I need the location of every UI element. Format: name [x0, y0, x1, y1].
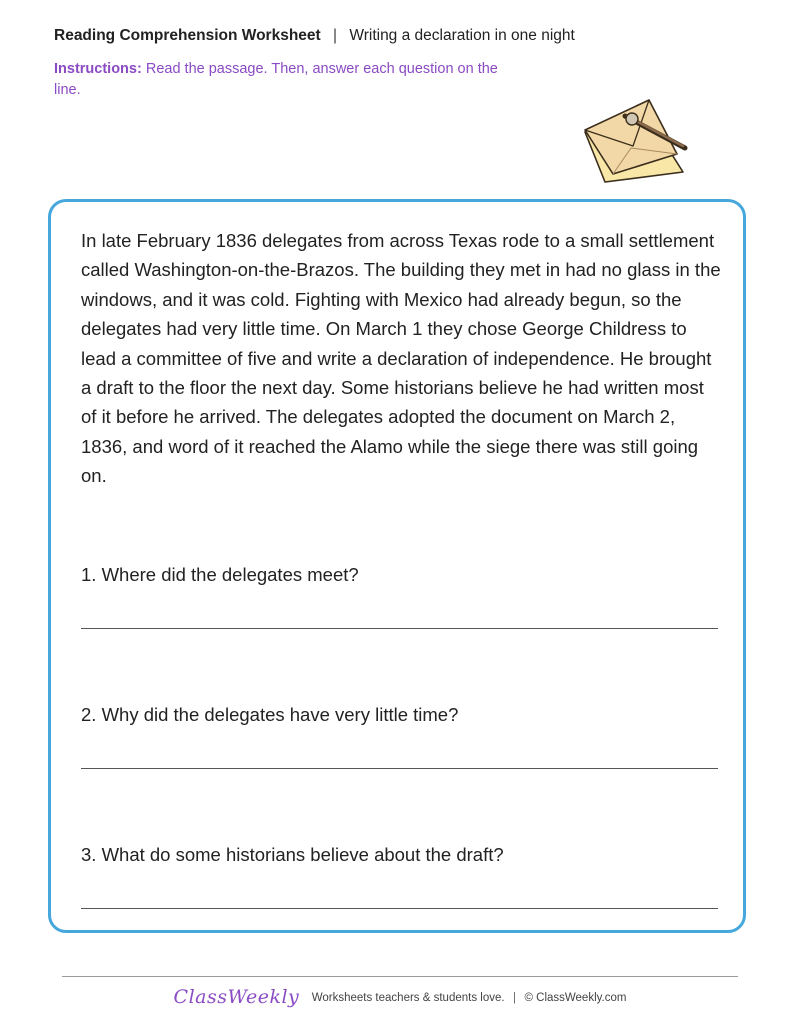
question-3: 3. What do some historians believe about the draft? [81, 844, 504, 865]
answer-line-2[interactable] [81, 768, 718, 769]
footer [0, 986, 800, 1008]
brand-logo: ClassWeekly [173, 986, 300, 1008]
footer-separator: | [513, 992, 517, 1004]
envelope-and-pen-icon [575, 90, 695, 185]
worksheet-title: Reading Comprehension Worksheet [54, 27, 321, 44]
question-1: 1. Where did the delegates meet? [81, 564, 359, 585]
worksheet-subtitle: Writing a declaration in one night [349, 27, 575, 44]
instructions [54, 59, 514, 101]
header-separator: | [333, 27, 338, 44]
question-2: 2. Why did the delegates have very little time? [81, 704, 459, 725]
instructions-label: Instructions: [54, 61, 142, 77]
answer-line-1[interactable] [81, 628, 718, 629]
worksheet-header [54, 27, 575, 45]
footer-copyright: © ClassWeekly.com [524, 992, 627, 1004]
footer-tagline: Worksheets teachers & students love. [311, 992, 505, 1004]
reading-passage: In late February 1836 delegates from across Texas rode to a small settlement called Washington-on-the-Brazos. The building they met in had no glass in the windows, and it was cold. Fighting with Mexico had already begun, so the delegates had very little time. On March 1 they chose George Childress to lead a committee of five and write a declaration of independence. He brought a draft to the floor the next day. Some historians believe he had written most of it before he arrived. The delegates adopted the document on March 2, 1836, and word of it reached the Alamo while the siege there was still going on. [81, 230, 721, 487]
footer-divider [62, 976, 738, 977]
answer-line-3[interactable] [81, 908, 718, 909]
instructions-text: Read the passage. Then, answer each question on the line. [54, 61, 498, 98]
